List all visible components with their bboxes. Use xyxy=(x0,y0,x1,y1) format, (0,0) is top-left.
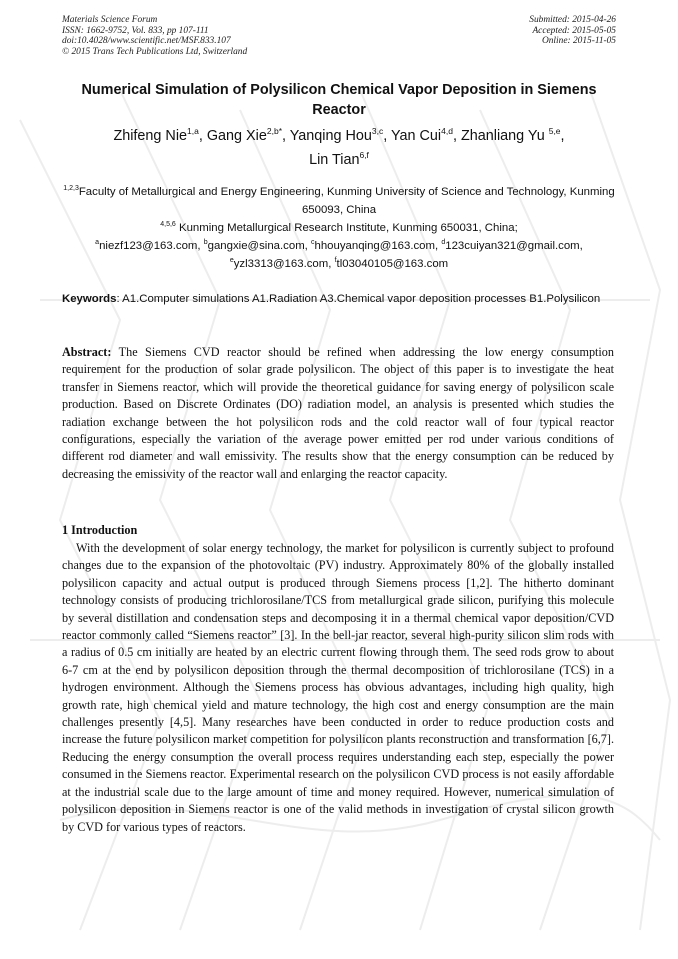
journal-header xyxy=(62,15,247,57)
author: Zhanliang Yu $^{5,e}$, xyxy=(460,126,565,144)
copyright-line: © 2015 Trans Tech Publications Ltd, Switzerland xyxy=(62,46,248,57)
email[interactable]: $^e$yzl3313@163.com, xyxy=(229,257,335,270)
journal-name: Materials Science Forum xyxy=(62,15,158,25)
author-list xyxy=(62,124,616,172)
author: Lin Tian$^{6,f}$ xyxy=(309,150,369,168)
doi-line: doi:10.4028/www.scientific.net/MSF.833.107 xyxy=(62,36,231,47)
abstract xyxy=(62,344,614,483)
email[interactable]: $^d$123cuiyan321@gmail.com, xyxy=(441,239,583,252)
paper-title: Numerical Simulation of Polysilicon Chemical Vapor Deposition in Siemens Reactor xyxy=(81,82,597,118)
affiliation-1: $^{1,2,3}$Faculty of Metallurgical and Energy Engineering, Kunming University of Science and Technology, Kunming 650093, China xyxy=(63,185,615,216)
introduction-body: With the development of solar energy technology, the market for polysilicon is currently subject to profound changes due to the expansion of the photovoltaic (PV) industry. Approximately 80% of the globally installed polysilicon capacity and actual output is produced through Siemens process [1,2]. The hitherto dominant technology consists of producing trichlorosilane/TCS from metallurgical grade silicon, purifying this molecule by several distillation and condensation steps and decomposing it in a thermal chemical vapor deposition/CVD reactor commonly called “Siemens reactor” [3]. In the bell-jar reactor, several high-purity silicon slim rods with a radius of 0.5 cm initially are heated by an electric current flowing through them. The seed rods grow to about 6-7 cm at the end by polysilicon deposition through the thermal decomposition of trichlorosilane (TCS) in a hydrogen environment. Although the Siemens process has obvious advantages, including high quality, high growth rate, high chemical yield and mature technology, the high cost and energy consumption are the main challenges presently [4,5]. Many researches have been conducted in order to reduce production costs and increase the future polysilicon market competition for polysilicon plants reconstruction and transformation [6,7]. Reducing the energy consumption the overall process requires understanding each step, especially the power consumed in the Siemens reactor. Experimental research on the polysilicon CVD process is not easily affordable at the industrial scale due to the large amount of time and money required. However, numerical simulation of polysilicon deposition in Siemens reactor is one of the valid methods in investigation of crystal silicon growth by CVD for various types of reactors. xyxy=(62,541,614,834)
email[interactable]: $^c$hhouyanqing@163.com, xyxy=(311,239,442,252)
email[interactable]: $^a$niezf123@163.com, xyxy=(95,239,204,252)
submitted-date: Submitted: 2015-04-26 xyxy=(529,15,616,25)
section-heading: 1 Introduction xyxy=(62,523,138,537)
email-list xyxy=(62,237,616,273)
author: Yan Cui$^{4,d}$, xyxy=(391,126,461,144)
author: Yanqing Hou$^{3,c}$, xyxy=(289,126,391,144)
online-date: Online: 2015-11-05 xyxy=(541,36,616,47)
issn-line: ISSN: 1662-9752, Vol. 833, pp 107-111 xyxy=(62,25,209,36)
author: Zhifeng Nie$^{1,a}$, xyxy=(113,126,207,144)
keywords xyxy=(62,290,614,308)
abstract-label: Abstract: xyxy=(62,345,112,359)
affiliation-2: $^{4,5,6}$ Kunming Metallurgical Research Institute, Kunming 650031, China; xyxy=(160,221,518,234)
email[interactable]: $^b$gangxie@sina.com, xyxy=(203,239,312,252)
email[interactable]: $^f$tl03040105@163.com xyxy=(334,257,449,270)
affiliations xyxy=(62,183,616,273)
author: Gang Xie$^{2,b*}$, xyxy=(206,126,290,144)
keywords-label: Keywords xyxy=(62,293,117,305)
abstract-text: The Siemens CVD reactor should be refined when addressing the low energy consumption requirement for the production of solar grade polysilicon. The object of this paper is to investigate the heat transfer in Siemens reactor, which will provide the theoretical guidance for saving energy of polysilicon scale production. Based on Discrete Ordinates (DO) radiation model, an analysis is presented which studies the radiation exchange between the hot polysilicon rods and the cold reactor wall of four typical reactor configurations, especially the variation of the average power emitted per rod under various conditions of different rod diameter and wall emissivity. The results show that the energy consumption can be reduced by decreasing the emissivity of the reactor wall and enlarging the reactor capacity. xyxy=(62,345,614,481)
keywords-text: : A1.Computer simulations A1.Radiation A3.Chemical vapor deposition processes B1.Polysilicon xyxy=(116,293,601,305)
accepted-date: Accepted: 2015-05-05 xyxy=(532,25,616,36)
dates-header xyxy=(529,15,616,47)
